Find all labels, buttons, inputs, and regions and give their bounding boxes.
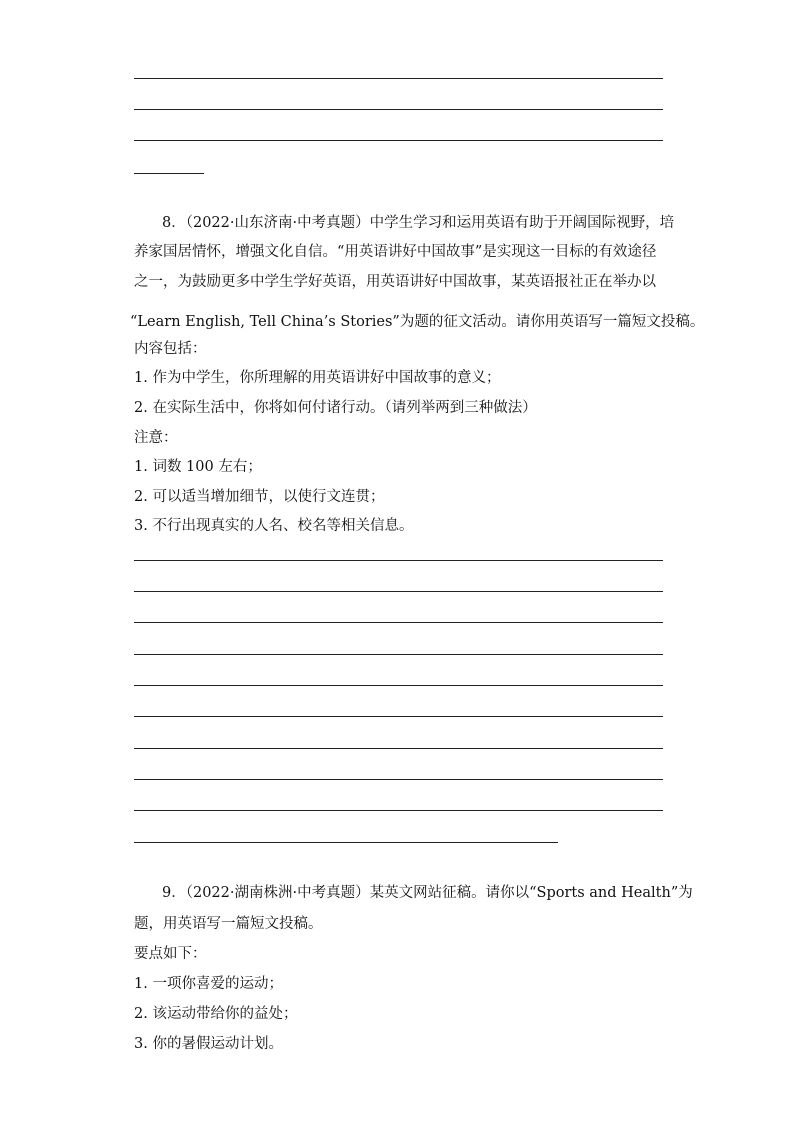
question-9-text: （2022·湖南株洲·中考真题）某英文网站征稿。请你以“Sports and Health”为 xyxy=(185,885,693,901)
answer-line xyxy=(134,622,663,623)
point-item: 1. 一项你喜爱的运动； xyxy=(134,976,283,992)
question-8-line-4: “Learn English, Tell China’s Stories”为题的征文活动。请你用英语写一篇短文投稿。 xyxy=(130,314,705,330)
answer-line-short xyxy=(134,173,204,174)
answer-line xyxy=(134,716,663,717)
answer-line-short xyxy=(134,842,558,843)
question-8-number: 8． xyxy=(162,215,186,231)
point-item: 3. 你的暑假运动计划。 xyxy=(134,1036,283,1052)
note-item: 1. 词数 100 左右； xyxy=(134,459,262,475)
answer-line xyxy=(134,560,663,561)
question-8-text: （2022·山东济南·中考真题）中学生学习和运用英语有助于开阔国际视野，培 xyxy=(185,215,675,231)
question-9-number: 9． xyxy=(162,885,186,901)
answer-line xyxy=(134,109,663,110)
answer-line xyxy=(134,748,663,749)
notes-label: 注意： xyxy=(134,430,178,446)
question-9-line-1 xyxy=(162,883,702,903)
answer-line xyxy=(134,810,663,811)
content-label: 内容包括： xyxy=(134,341,207,357)
content-item: 1. 作为中学生，你所理解的用英语讲好中国故事的意义； xyxy=(134,370,501,386)
question-9-line-2: 题，用英语写一篇短文投稿。 xyxy=(134,916,323,932)
answer-line xyxy=(134,685,663,686)
answer-line xyxy=(134,591,663,592)
point-item: 2. 该运动带给你的益处； xyxy=(134,1006,298,1022)
points-label: 要点如下： xyxy=(134,946,207,962)
content-item: 2. 在实际生活中，你将如何付诸行动。（请列举两到三种做法） xyxy=(134,400,537,416)
question-8-line-3: 之一，为鼓励更多中学生学好英语，用英语讲好中国故事，某英语报社正在举办以 xyxy=(134,274,656,290)
question-8-line-1 xyxy=(162,213,702,233)
note-item: 3. 不行出现真实的人名、校名等相关信息。 xyxy=(134,518,414,534)
answer-line xyxy=(134,78,663,79)
answer-line xyxy=(134,654,663,655)
note-item: 2. 可以适当增加细节，以使行文连贯； xyxy=(134,489,385,505)
answer-line xyxy=(134,140,663,141)
answer-line xyxy=(134,779,663,780)
question-8-line-2: 养家国居情怀，增强文化自信。“用英语讲好中国故事”是实现这一目标的有效途径 xyxy=(134,244,657,260)
